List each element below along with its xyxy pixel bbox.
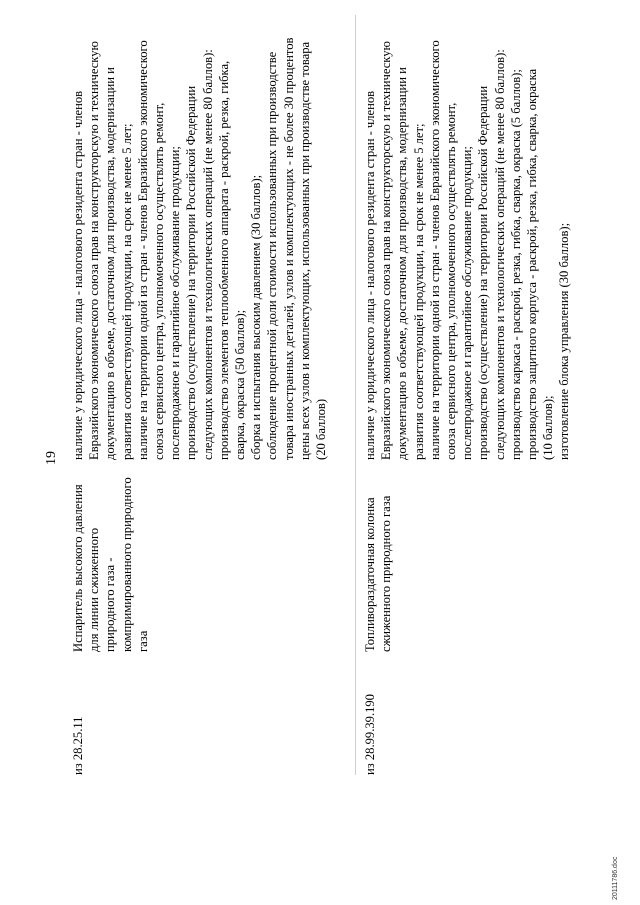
criteria-line: Евразийского экономического союза прав на конструкторскую и техническую [379,41,394,460]
criteria-line: производство каркаса - раскрой, резка, гибка, сварка, окраска (5 баллов); [508,69,523,460]
criteria-line: (20 баллов) [314,398,329,460]
criteria-line: следующих компонентов и технологических операций (не менее 80 баллов): [200,49,215,460]
criteria-line: (10 баллов); [541,395,556,460]
product-code: из 28.99.39.190 [363,694,377,775]
criteria-line: производство (осуществление) на территории Российской Федерации [184,85,199,460]
criteria-line: производство защитного корпуса - раскрой, резка, гибка, сварка, окраска [525,68,540,460]
criteria-line: Евразийского экономического союза прав на конструкторскую и техническую [87,41,102,460]
criteria-line: сварка, окраска (50 баллов); [233,309,248,460]
criteria-text [362,0,573,460]
criteria-line: документацию в объеме, достаточном для производства, модернизации и [395,67,410,460]
criteria-line: документацию в объеме, достаточном для производства, модернизации и [103,67,118,460]
criteria-line: следующих компонентов и технологических операций (не менее 80 баллов): [492,49,507,460]
product-name: Испаритель высокого давления для линии сжиженного природного газа - компримированного природного газа [71,477,150,652]
criteria-line: наличие на территории одной из стран - членов Евразийского экономического [135,40,150,460]
criteria-line: товара иностранных деталей, узлов и комплектующих - не более 30 процентов [281,37,296,460]
product-code: из 28.25.11 [71,716,85,775]
criteria-line: производство (осуществление) на территории Российской Федерации [476,85,491,460]
document-filename: 20111786.doc [612,856,619,900]
criteria-line: развития соответствующей продукции, на срок не менее 5 лет; [119,123,134,460]
criteria-line: изготовление блока управления (30 баллов); [557,222,572,460]
criteria-line: наличие у юридического лица - налогового резидента стран - членов [71,90,85,460]
page-number: 19 [44,451,59,465]
criteria-line: сборка и испытания высоким давлением (30 баллов); [249,174,264,460]
criteria-text [70,0,329,460]
criteria-line: производство элементов теплообменного аппарата - раскрой, резка, гибка, [216,60,231,460]
criteria-line: союза сервисного центра, уполномоченного осуществлять ремонт, [152,102,167,460]
row-divider [355,15,356,775]
criteria-line: послепродажное и гарантийное обслуживание продукции; [168,146,183,460]
criteria-line: наличие на территории одной из стран - членов Евразийского экономического [427,40,442,460]
criteria-line: наличие у юридического лица - налогового резидента стран - членов [363,90,377,460]
criteria-line: развития соответствующей продукции, на срок не менее 5 лет; [411,123,426,460]
criteria-line: союза сервисного центра, уполномоченного осуществлять ремонт, [444,102,459,460]
product-name: Топливораздаточная колонка сжиженного природного газа [363,495,394,652]
criteria-line: цены всех узлов и комплектующих, использованных при производстве товара [297,41,312,460]
criteria-line: соблюдение процентной доли стоимости использованных при производстве [265,51,280,460]
criteria-line: послепродажное и гарантийное обслуживание продукции; [460,146,475,460]
